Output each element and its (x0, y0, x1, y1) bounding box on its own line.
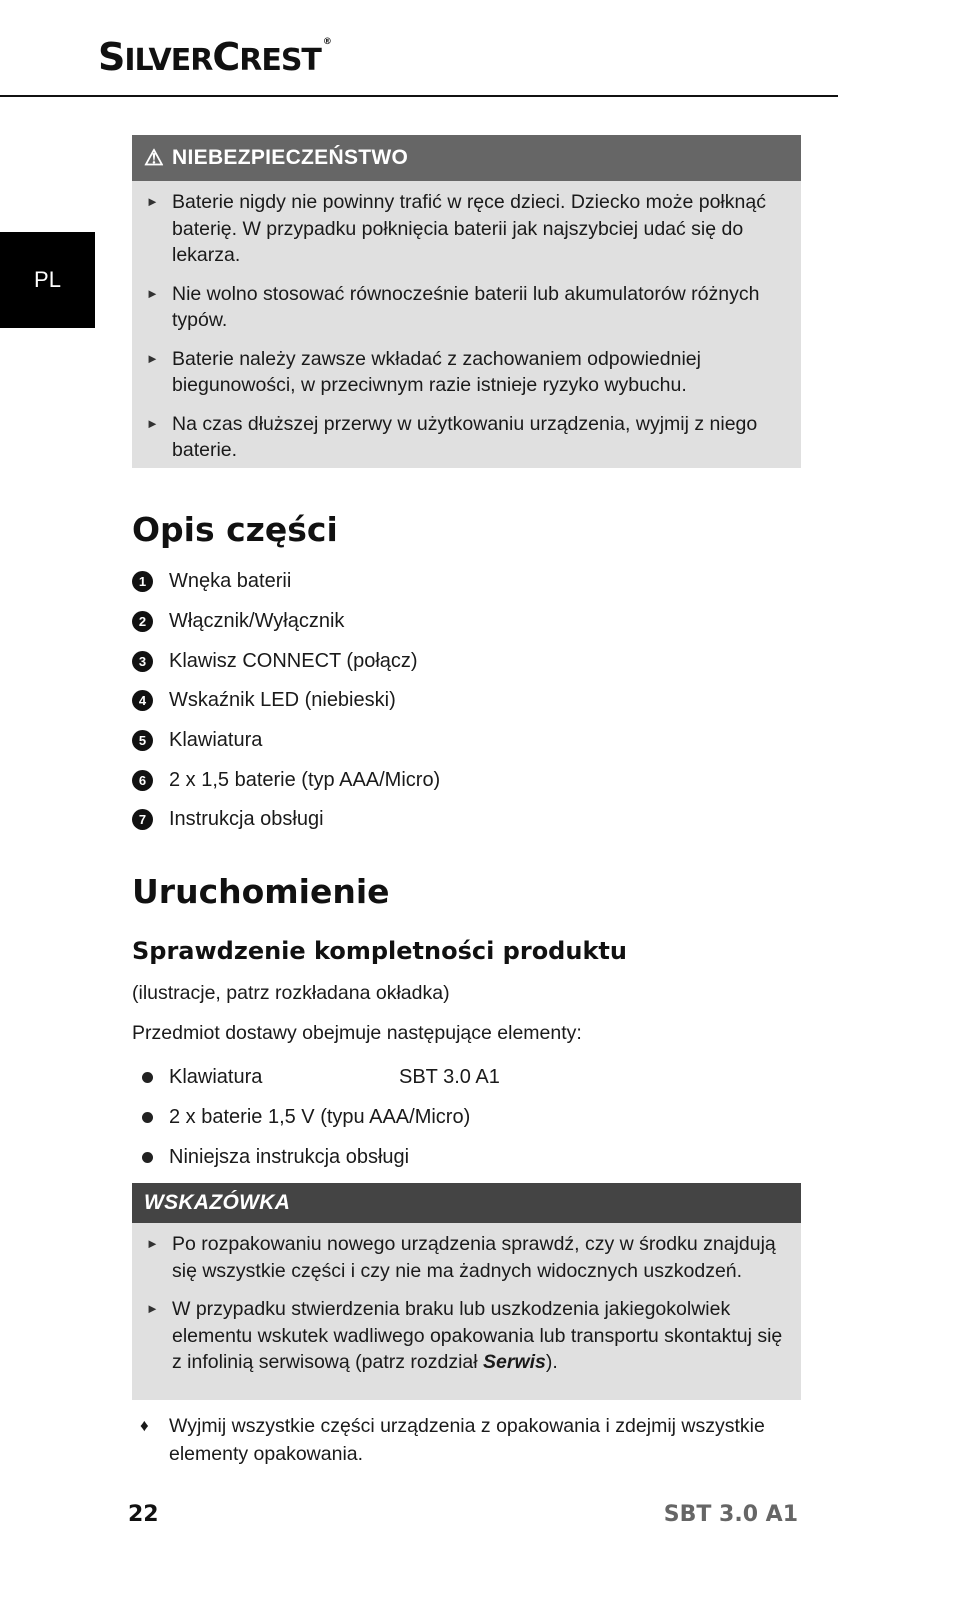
danger-list (132, 181, 801, 470)
list-item: ► Baterie należy zawsze wkładać z zachowaniem odpowiedniej biegunowości, w przeciwnym razie istnieje ryzyko wybuchu. (146, 347, 701, 396)
arrow-icon: ► (146, 1301, 159, 1316)
footer-model: SBT 3.0 A1 (663, 1502, 798, 1527)
completeness-subheading: Sprawdzenie kompletności produktu (132, 937, 627, 965)
number-badge: 5 (132, 730, 153, 751)
service-link-text: Serwis (483, 1351, 546, 1373)
list-item: ► Po rozpakowaniu nowego urządzenia sprawdź, czy w środku znajdują się wszystkie części i czy nie ma żadnych widocznych uszkodzeń. (146, 1233, 776, 1282)
danger-header (132, 135, 801, 181)
list-item: 5 Klawiatura (132, 721, 440, 761)
language-code: PL (34, 267, 61, 292)
list-item: 2 x baterie 1,5 V (typu AAA/Micro) (132, 1098, 500, 1138)
parts-list (132, 562, 440, 840)
parts-heading: Opis części (132, 510, 338, 549)
illustration-note: (ilustracje, patrz rozkładana okładka) (132, 982, 450, 1004)
page-number: 22 (128, 1502, 159, 1527)
list-item: ► Na czas dłuższej przerwy w użytkowaniu urządzenia, wyjmij z niego baterie. (146, 412, 758, 461)
list-item: ► W przypadku stwierdzenia braku lub uszkodzenia jakiegokolwiek elementu wskutek wadliwego opakowania lub transportu skontaktuj się z infolinią serwisową (patrz rozdział Serwis). (146, 1298, 783, 1373)
arrow-icon: ► (146, 415, 159, 431)
brand-logo: SILVERCREST® (98, 35, 331, 79)
number-badge: 2 (132, 611, 153, 632)
unpack-step: ♦ Wyjmij wszystkie części urządzenia z opakowania i zdejmij wszystkie elementy opakowania. (132, 1412, 802, 1468)
number-badge: 4 (132, 690, 153, 711)
warning-triangle-icon: ⚠ (144, 145, 165, 170)
list-item: 7 Instrukcja obsługi (132, 800, 440, 840)
list-item: 6 2 x 1,5 baterie (typ AAA/Micro) (132, 760, 440, 800)
number-badge: 3 (132, 651, 153, 672)
number-badge: 1 (132, 571, 153, 592)
header-divider (0, 95, 838, 97)
number-badge: 7 (132, 809, 153, 830)
list-item: 4 Wskaźnik LED (niebieski) (132, 681, 440, 721)
language-tab (0, 232, 95, 328)
hint-list (132, 1223, 801, 1382)
arrow-icon: ► (146, 1236, 159, 1251)
danger-title: NIEBEZPIECZEŃSTWO (172, 146, 409, 169)
number-badge: 6 (132, 770, 153, 791)
hint-title: WSKAZÓWKA (144, 1191, 291, 1214)
bullet-icon (142, 1152, 153, 1163)
list-item: 2 Włącznik/Wyłącznik (132, 602, 440, 642)
arrow-icon: ► (146, 194, 159, 209)
list-item: Klawiatura SBT 3.0 A1 (132, 1058, 500, 1098)
list-item: 3 Klawisz CONNECT (połącz) (132, 641, 440, 681)
delivery-list (132, 1058, 500, 1177)
arrow-icon: ► (146, 285, 159, 301)
hint-box (132, 1183, 801, 1400)
delivery-intro: Przedmiot dostawy obejmuje następujące elementy: (132, 1022, 582, 1044)
arrow-icon: ► (146, 350, 159, 366)
hint-header (132, 1183, 801, 1223)
list-item: Niniejsza instrukcja obsługi (132, 1137, 500, 1177)
list-item: ► Baterie nigdy nie powinny trafić w ręce dzieci. Dziecko może połknąć baterię. W przypadku połknięcia baterii jak najszybciej udać się do lekarza. (146, 191, 766, 266)
diamond-icon: ♦ (140, 1416, 149, 1435)
danger-box (132, 135, 801, 468)
list-item: 1 Wnęka baterii (132, 562, 440, 602)
startup-heading: Uruchomienie (132, 872, 390, 911)
bullet-icon (142, 1112, 153, 1123)
list-item: ► Nie wolno stosować równocześnie baterii lub akumulatorów różnych typów. (146, 282, 760, 331)
bullet-icon (142, 1072, 153, 1083)
